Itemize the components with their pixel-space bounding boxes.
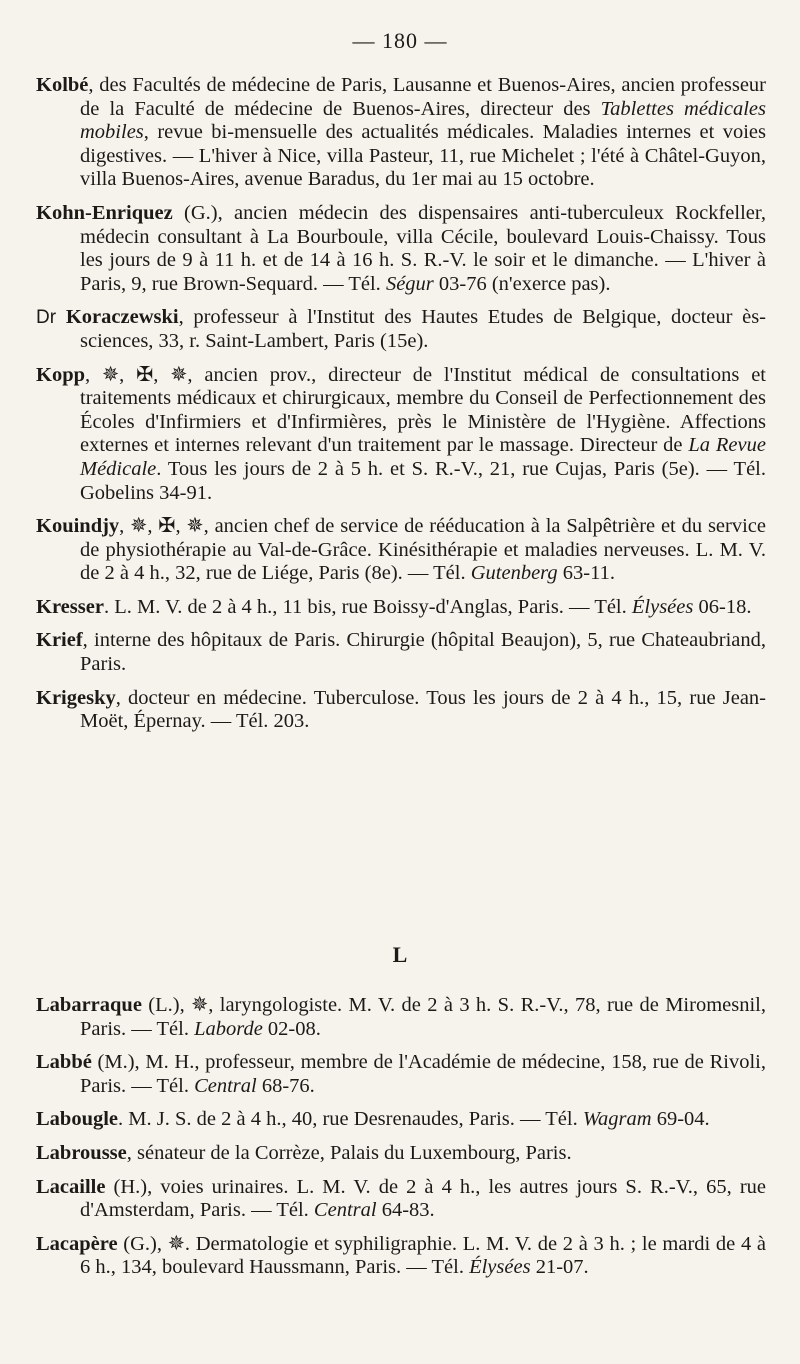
entry-name: Labarraque	[36, 994, 142, 1016]
directory-entry	[36, 364, 766, 506]
entry-text: (G.), ancien médecin des dispensaires anti-tuberculeux Rockfeller, médecin consultant à La Bourboule, villa Cécile, boulevard Louis-Chaissy. Tous les jours de 9 à 11 h. et de 14 à 16 h. S. R.-V. le soir et le dimanche. — L'hiver à Paris, 9, rue Brown-Sequard. — Tél.	[80, 201, 766, 295]
entry-italic-text: Ségur	[385, 272, 434, 295]
entry-text: , interne des hôpitaux de Paris. Chirurgie (hôpital Beaujon), 5, rue Chateaubriand, Paris.	[80, 629, 766, 676]
entry-text: , ✵, ✠, ✵, ancien chef de service de rééducation à la Salpêtrière et du service de physiothérapie au Val-de-Grâce. Kinésithérapie et maladies nerveuses. L. M. V. de 2 à 4 h., 32, rue de Liége, Paris (8e). — Tél.	[80, 515, 766, 585]
entry-text: . L. M. V. de 2 à 4 h., 11 bis, rue Boissy-d'Anglas, Paris. — Tél.	[103, 595, 632, 618]
entry-rest-text: . Tous les jours de 2 à 5 h. et S. R.-V., 21, rue Cujas, Paris (5e). — Tél. Gobelins 34-91.	[80, 457, 766, 504]
entry-rest-text: 69-04.	[651, 1108, 710, 1131]
directory-entry	[36, 74, 766, 192]
entry-italic-text: Central	[313, 1199, 377, 1222]
entry-name: Koraczewski	[65, 306, 179, 329]
directory-entry	[36, 202, 766, 296]
directory-entry	[36, 1108, 766, 1132]
entry-text: , professeur à l'Institut des Hautes Etudes de Belgique, docteur ès-sciences, 33, r. Saint-Lambert, Paris (15e).	[80, 306, 767, 352]
entry-name: Lacapère	[36, 1232, 118, 1255]
entry-name: Labbé	[36, 1051, 92, 1074]
entry-name: Kopp	[36, 363, 85, 386]
entry-text: , des Facultés de médecine de Paris, Lausanne et Buenos-Aires, ancien professeur de la Faculté de médecine de Buenos-Aires, directeur des	[80, 74, 766, 120]
entry-text: , docteur en médecine. Tuberculose. Tous les jours de 2 à 4 h., 15, rue Jean-Moët, Épernay. — Tél. 203.	[80, 686, 766, 733]
entry-text: (G.), ✵. Dermatologie et syphiligraphie. L. M. V. de 2 à 3 h. ; le mardi de 4 à 6 h., 134, boulevard Haussmann, Paris. — Tél.	[80, 1232, 766, 1279]
entries-l-section	[36, 994, 766, 1290]
entry-rest-text: 02-08.	[262, 1017, 321, 1040]
entry-text: (M.), M. H., professeur, membre de l'Académie de médecine, 158, rue de Rivoli, Paris. — Tél.	[80, 1051, 766, 1097]
entry-italic-text: Élysées	[469, 1256, 531, 1279]
directory-entry	[36, 629, 766, 676]
entry-italic-text: Laborde	[194, 1017, 263, 1040]
entry-name: Lacaille	[36, 1175, 106, 1198]
page-number: — 180 —	[352, 28, 448, 53]
directory-entry	[36, 994, 766, 1041]
entries-k-section	[36, 74, 766, 744]
entry-text: , ✵, ✠, ✵, ancien prov., directeur de l'Institut médical de consultations et traitements médicaux et chirurgicaux, membre du Conseil de Perfectionnement des Écoles d'Infirmiers et d'Infirmières, près le Ministère de l'Hygiène. Affections externes et internes relevant d'un traitement par le massage. Directeur de	[80, 363, 766, 457]
entry-italic-text: La Revue Médicale	[80, 434, 766, 480]
entry-rest-text: 03-76 (n'exerce pas).	[433, 272, 611, 295]
entry-italic-text: Tablettes médicales mobiles	[80, 97, 766, 144]
entry-title-prefix: Dr	[36, 307, 66, 329]
section-letter-heading: L	[392, 942, 408, 967]
entry-name: Krigesky	[36, 686, 116, 709]
entry-italic-text: Central	[194, 1074, 257, 1097]
entry-rest-text: , revue bi-mensuelle des actualités médicales. Maladies internes et voies digestives. — L'hiver à Nice, villa Pasteur, 11, rue Michelet ; l'été à Châtel-Guyon, villa Buenos-Aires, avenue Baradus, du 1er mai au 15 octobre.	[80, 121, 766, 191]
directory-entry	[36, 515, 766, 586]
entry-name: Kouindjy	[36, 515, 120, 538]
entry-text: . M. J. S. de 2 à 4 h., 40, rue Desrenaudes, Paris. — Tél.	[118, 1108, 583, 1131]
entry-rest-text: 21-07.	[530, 1256, 589, 1279]
entry-text: (H.), voies urinaires. L. M. V. de 2 à 4 h., les autres jours S. R.-V., 65, rue d'Amsterdam, Paris. — Tél.	[80, 1175, 766, 1222]
directory-entry	[36, 306, 766, 353]
directory-entry	[36, 1142, 766, 1166]
entry-name: Labrousse	[36, 1141, 127, 1164]
entry-name: Kresser	[36, 595, 104, 618]
directory-entry	[36, 1176, 766, 1223]
entry-italic-text: Wagram	[582, 1108, 652, 1131]
entry-name: Kolbé	[36, 74, 89, 96]
entry-text: , sénateur de la Corrèze, Palais du Luxembourg, Paris.	[126, 1141, 572, 1164]
directory-entry	[36, 1051, 766, 1098]
entry-rest-text: 68-76.	[256, 1074, 315, 1097]
entry-name: Krief	[36, 629, 83, 652]
directory-entry	[36, 1233, 766, 1280]
entry-rest-text: 63-11.	[557, 562, 615, 585]
directory-entry	[36, 687, 766, 734]
entry-italic-text: Élysées	[631, 595, 694, 618]
entry-italic-text: Gutenberg	[470, 562, 558, 585]
directory-entry	[36, 596, 766, 620]
entry-text: (L.), ✵, laryngologiste. M. V. de 2 à 3 h. S. R.-V., 78, rue de Miromesnil, Paris. — Tél.	[80, 994, 766, 1040]
entry-rest-text: 06-18.	[693, 595, 752, 618]
entry-rest-text: 64-83.	[376, 1199, 435, 1222]
entry-name: Labougle	[36, 1108, 119, 1131]
entry-name: Kohn-Enriquez	[36, 201, 173, 224]
